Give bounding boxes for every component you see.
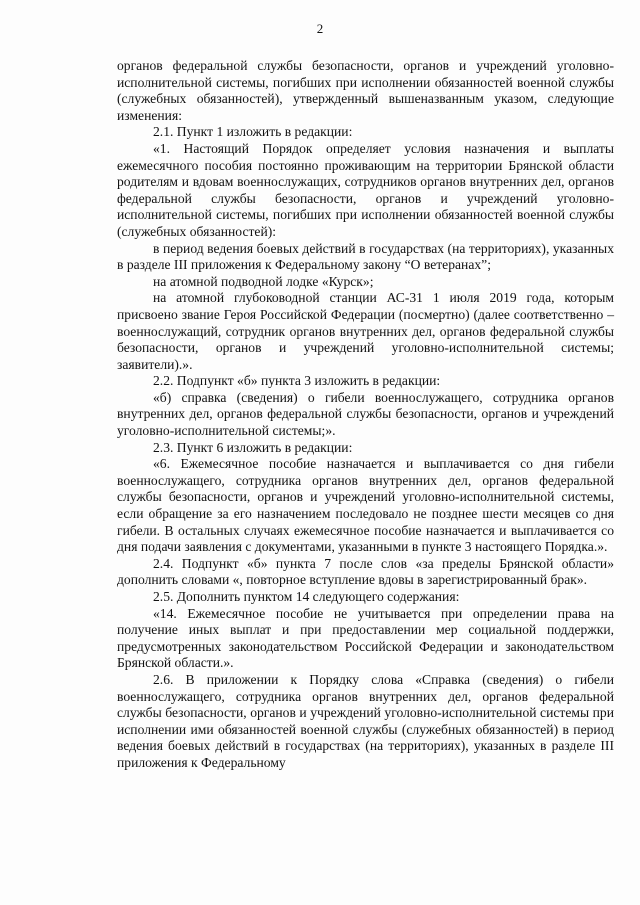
document-body <box>117 58 614 772</box>
page-number: 2 <box>316 21 324 36</box>
paragraph-item-1: «1. Настоящий Порядок определяет условия назначения и выплаты ежемесячного пособия постоянно проживающим на территории Брянской области родителям и вдовам военнослужащих, сотрудников органов внутренних дел, органов федеральной службы безопасности, органов и учреждений уголовно-исполнительной системы, погибших при исполнении обязанностей военной службы (служебных обязанностей): <box>117 140 614 239</box>
paragraph-item-14: «14. Ежемесячное пособие не учитывается при определении права на получение иных выплат и при предоставлении мер социальной поддержки, предусмотренных законодательством Российской Федерации и законодательством Брянской области.». <box>117 605 614 671</box>
paragraph-as31: на атомной глубоководной станции АС-31 1 июля 2019 года, которым присвоено звание Героя Российской Федерации (посмертно) (далее соответственно – военнослужащий, сотрудник органов внутренних дел, органов федеральной службы безопасности, органов и учреждений уголовно-исполнительной системы; заявители).». <box>117 290 614 372</box>
paragraph-kursk: на атомной подводной лодке «Курск»; <box>153 273 374 289</box>
paragraph-item-6: «6. Ежемесячное пособие назначается и выплачивается со дня гибели военнослужащего, сотрудника органов внутренних дел, органов федеральной службы безопасности, органов и учреждений уголовно-исполнительной системы, если обращение за его назначением последовало не позднее шести месяцев со дня гибели. В остальных случаях ежемесячное пособие назначается и выплачивается со дня подачи заявления с документами, указанными в пункте 3 настоящего Порядка.». <box>117 456 614 555</box>
paragraph-intro: органов федеральной службы безопасности, органов и учреждений уголовно-исполнительной системы, погибших при исполнении обязанностей военной службы (служебных обязанностей), утвержденный вышеназванным указом, следующие изменения: <box>117 58 614 123</box>
paragraph-2-2-heading: 2.2. Подпункт «б» пункта 3 изложить в редакции: <box>153 373 441 389</box>
paragraph-2-3-heading: 2.3. Пункт 6 изложить в редакции: <box>153 439 353 455</box>
paragraph-2-5-heading: 2.5. Дополнить пунктом 14 следующего содержания: <box>153 589 460 604</box>
paragraph-subitem-b: «б) справка (сведения) о гибели военнослужащего, сотрудника органов внутренних дел, органов федеральной службы безопасности, органов и учреждений уголовно-исполнительной системы;». <box>117 389 614 439</box>
paragraph-combat-zones: в период ведения боевых действий в государствах (на территориях), указанных в разделе III приложения к Федеральному закону “О ветеранах”; <box>117 240 614 273</box>
paragraph-2-1-heading: 2.1. Пункт 1 изложить в редакции: <box>153 124 353 140</box>
paragraph-2-4: 2.4. Подпункт «б» пункта 7 после слов «за пределы Брянской области» дополнить словами «, повторное вступление вдовы в зарегистрированный брак». <box>117 555 614 588</box>
paragraph-2-6: 2.6. В приложении к Порядку слова «Справка (сведения) о гибели военнослужащего, сотрудника органов внутренних дел, органов федеральной службы безопасности, органов и учреждений уголовно-исполнительной системы при исполнении ими обязанностей военной службы (служебных обязанностей) в период ведения боевых действий в государствах (на территориях), указанных в разделе III приложения к Федеральному <box>117 671 614 770</box>
